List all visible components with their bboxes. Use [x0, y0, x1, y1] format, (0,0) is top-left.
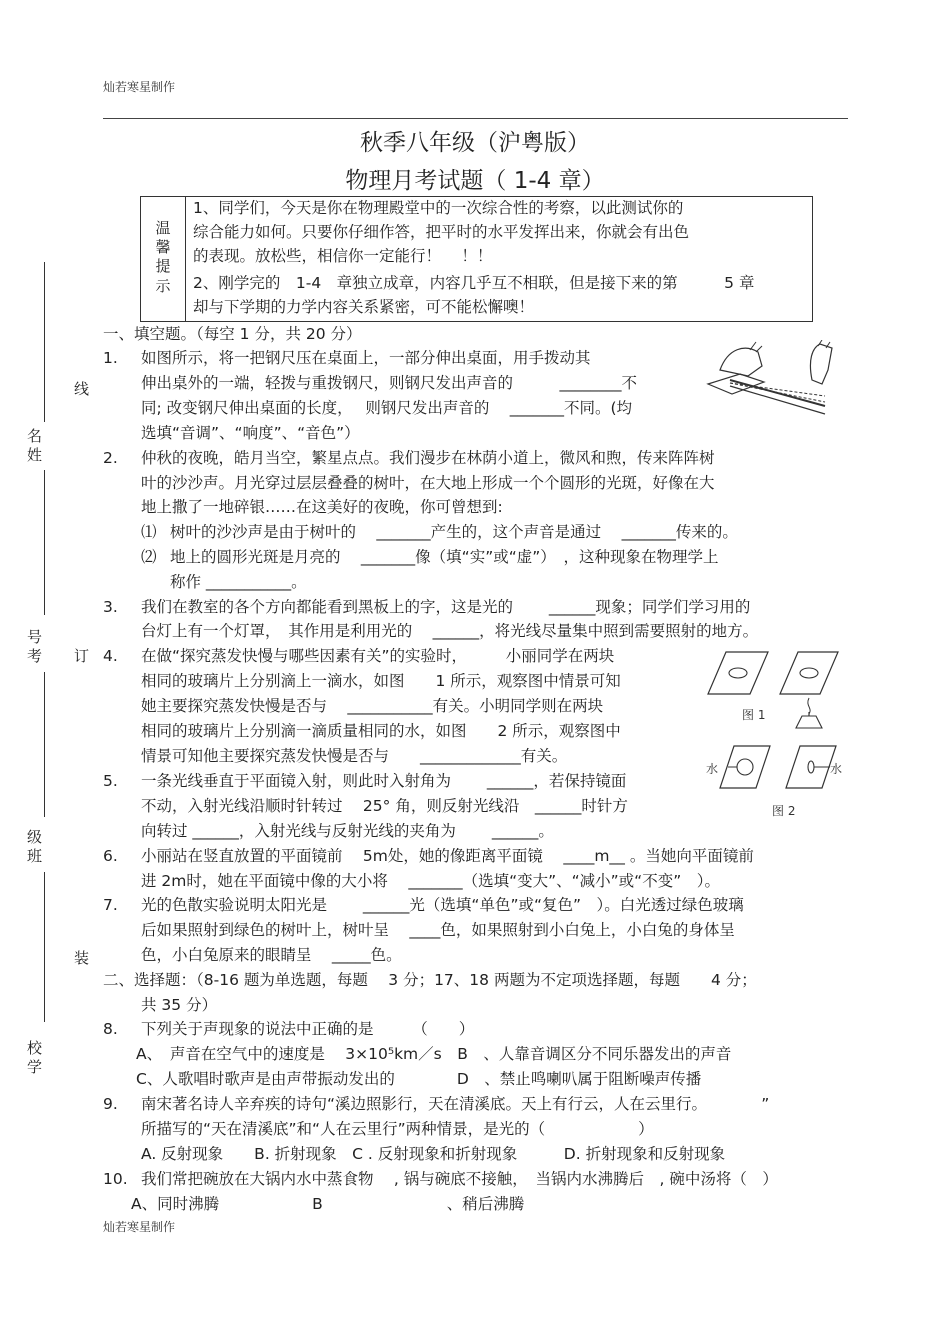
- school-label: 校: [27, 1039, 43, 1057]
- subquestion-number: ⑴: [141, 523, 157, 541]
- question-text: 所描写的“天在清溪底”和“人在云里行”两种情景，是光的（ ）: [141, 1120, 654, 1138]
- tips-line: 却与下学期的力学内容关系紧密，可不能松懈噢！: [193, 298, 535, 316]
- header-maker: 灿若寒星制作: [103, 80, 176, 94]
- ruler-figure: [700, 340, 842, 420]
- question-text: 色，小白兔原来的眼睛呈 _____色。: [141, 946, 402, 964]
- question-number: 10.: [103, 1170, 128, 1188]
- question-text: 进 2m时，她在平面镜中像的大小将 _______（选填“变大”、“减小”或“不变” ）。: [141, 872, 720, 890]
- class-label: 级: [27, 828, 43, 846]
- tips-label-column: [141, 197, 186, 321]
- question-text: 如图所示，将一把钢尺压在桌面上，一部分伸出桌面，用手拨动其: [141, 349, 591, 367]
- evaporation-figure-1: [706, 648, 840, 736]
- subquestion-number: ⑵: [141, 548, 157, 566]
- question-text: 下列关于声现象的说法中正确的是 （ ）: [141, 1020, 475, 1038]
- question-text: 叶的沙沙声。月光穿过层层叠叠的树叶，在大地上形成一个个圆形的光斑，好像在大: [141, 474, 715, 492]
- question-text: 地上撒了一地碎银……在这美好的夜晚，你可曾想到:: [141, 498, 503, 516]
- exam-number-label: 号: [27, 628, 43, 646]
- question-text: 台灯上有一个灯罩， 其作用是利用光的 ______，将光线尽量集中照到需要照射的地方。: [141, 622, 759, 640]
- figure-label: 图 2: [772, 804, 796, 818]
- binding-line: [44, 262, 45, 422]
- evaporation-figure-2: [718, 742, 838, 798]
- question-text: 相同的玻璃片上分别滴上一滴水，如图 1 所示，观察图中情景可知: [141, 672, 621, 690]
- question-number: 5.: [103, 772, 118, 790]
- option-line: A、同时沸腾 B 、稍后沸腾: [131, 1195, 525, 1213]
- question-text: 选填“音调”、“响度”、“音色”）: [141, 424, 360, 442]
- question-text: 在做“探究蒸发快慢与哪些因素有关”的实验时， 小丽同学在两块: [141, 647, 615, 665]
- tips-line: 综合能力如何。只要你仔细作答，把平时的水平发挥出来，你就会有出色: [193, 223, 690, 241]
- question-text: 后如果照射到绿色的树叶上，树叶呈 ____色，如果照射到小白兔上，小白兔的身体呈: [141, 921, 735, 939]
- question-number: 6.: [103, 847, 118, 865]
- question-number: 9.: [103, 1095, 118, 1113]
- question-text: 伸出桌外的一端，轻拨与重拨钢尺，则钢尺发出声音的 ________不: [141, 374, 638, 392]
- option-line: A、 声音在空气中的速度是 3×10⁵km／s B 、人靠音调区分不同乐器发出的声音: [136, 1045, 732, 1063]
- question-number: 2.: [103, 449, 118, 467]
- tips-label-char: 馨: [155, 238, 171, 256]
- question-number: 1.: [103, 349, 118, 367]
- binding-line: [44, 672, 45, 817]
- option-line: C、人歌唱时歌声是由声带振动发出的 D 、禁止鸣喇叭属于阻断噪声传播: [136, 1070, 702, 1088]
- exam-number-label: 考: [27, 647, 43, 665]
- school-label: 学: [27, 1058, 43, 1076]
- question-text: 仲秋的夜晚，皓月当空，繁星点点。我们漫步在林荫小道上，微风和煦，传来阵阵树: [141, 449, 715, 467]
- subquestion-text: 树叶的沙沙声是由于树叶的 _______产生的，这个声音是通过 _______传来的。: [170, 523, 738, 541]
- question-text: 不动，入射光线沿顺时针转过 25° 角，则反射光线沿 ______时针方: [141, 797, 628, 815]
- option-line: A. 反射现象 B. 折射现象 C . 反射现象和折射现象 D. 折射现象和反射现象: [141, 1145, 726, 1163]
- question-text: 我们在教室的各个方向都能看到黑板上的字，这是光的 ______现象；同学们学习用的: [141, 598, 751, 616]
- class-label: 班: [27, 847, 43, 865]
- question-text: 南宋著名诗人辛弃疾的诗句“溪边照影行，天在清溪底。天上有行云，人在云里行。 ”: [141, 1095, 770, 1113]
- figure-label: 图 1: [742, 708, 766, 722]
- binding-line: [44, 872, 45, 1022]
- subquestion-text: 称作 ___________。: [170, 573, 307, 591]
- question-text: 小丽站在竖直放置的平面镜前 5m处，她的像距离平面镜 ____m__ 。当她向平面镜前: [141, 847, 754, 865]
- name-label: 名: [27, 427, 43, 445]
- question-number: 3.: [103, 598, 118, 616]
- water-label: 水: [706, 762, 719, 776]
- question-text: 相同的玻璃片上分别滴一滴质量相同的水，如图 2 所示，观察图中: [141, 722, 621, 740]
- question-text: 光的色散实验说明太阳光是 ______光（选填“单色”或“复色” ）。白光透过绿色玻璃: [141, 896, 744, 914]
- tips-line: 的表现。放松些，相信你一定能行！ ！！: [193, 247, 493, 265]
- tips-box: [140, 196, 813, 322]
- question-text: 向转过 ______，入射光线与反射光线的夹角为 ______。: [141, 822, 554, 840]
- section-heading: 二、选择题：（8-16 题为单选题，每题 3 分；17、18 两题为不定项选择题，每题 4 分；: [103, 971, 757, 989]
- tips-label-char: 示: [155, 277, 171, 295]
- section-heading: 共 35 分）: [141, 996, 218, 1014]
- footer-maker: 灿若寒星制作: [103, 1220, 176, 1234]
- binding-xian: 线: [74, 380, 90, 398]
- question-number: 4.: [103, 647, 118, 665]
- question-number: 8.: [103, 1020, 118, 1038]
- subquestion-text: 地上的圆形光斑是月亮的 _______像（填“实”或“虚”） ，这种现象在物理学上: [170, 548, 719, 566]
- header-rule: [103, 118, 848, 119]
- page-subtitle: 物理月考试题（ 1-4 章）: [345, 168, 605, 194]
- question-text: 我们常把碗放在大锅内水中蒸食物 , 锅与碗底不接触， 当锅内水沸腾后 , 碗中汤将（ ）: [141, 1170, 778, 1188]
- section-heading: 一、填空题。（每空 1 分，共 20 分）: [103, 325, 362, 343]
- name-label: 姓: [27, 446, 43, 464]
- water-label: 水: [830, 762, 843, 776]
- tips-label-char: 提: [155, 257, 171, 275]
- question-text: 一条光线垂直于平面镜入射，则此时入射角为 ______，若保持镜面: [141, 772, 627, 790]
- tips-label-char: 温: [155, 219, 171, 237]
- question-text: 同; 改变钢尺伸出桌面的长度， 则钢尺发出声音的 _______不同。(均: [141, 399, 633, 417]
- binding-line: [44, 470, 45, 615]
- binding-ding: 订: [74, 647, 90, 665]
- question-number: 7.: [103, 896, 118, 914]
- question-text: 情景可知他主要探究蒸发快慢是否与 _____________有关。: [141, 747, 568, 765]
- binding-zhuang: 装: [74, 949, 90, 967]
- tips-line: 1、同学们，今天是你在物理殿堂中的一次综合性的考察，以此测试你的: [193, 199, 684, 217]
- tips-line: 2、刚学完的 1-4 章独立成章，内容几乎互不相联，但是接下来的第 5 章: [193, 274, 755, 292]
- question-text: 她主要探究蒸发快慢是否与 ___________有关。小明同学则在两块: [141, 697, 604, 715]
- page-title: 秋季八年级（沪粤版）: [360, 130, 590, 156]
